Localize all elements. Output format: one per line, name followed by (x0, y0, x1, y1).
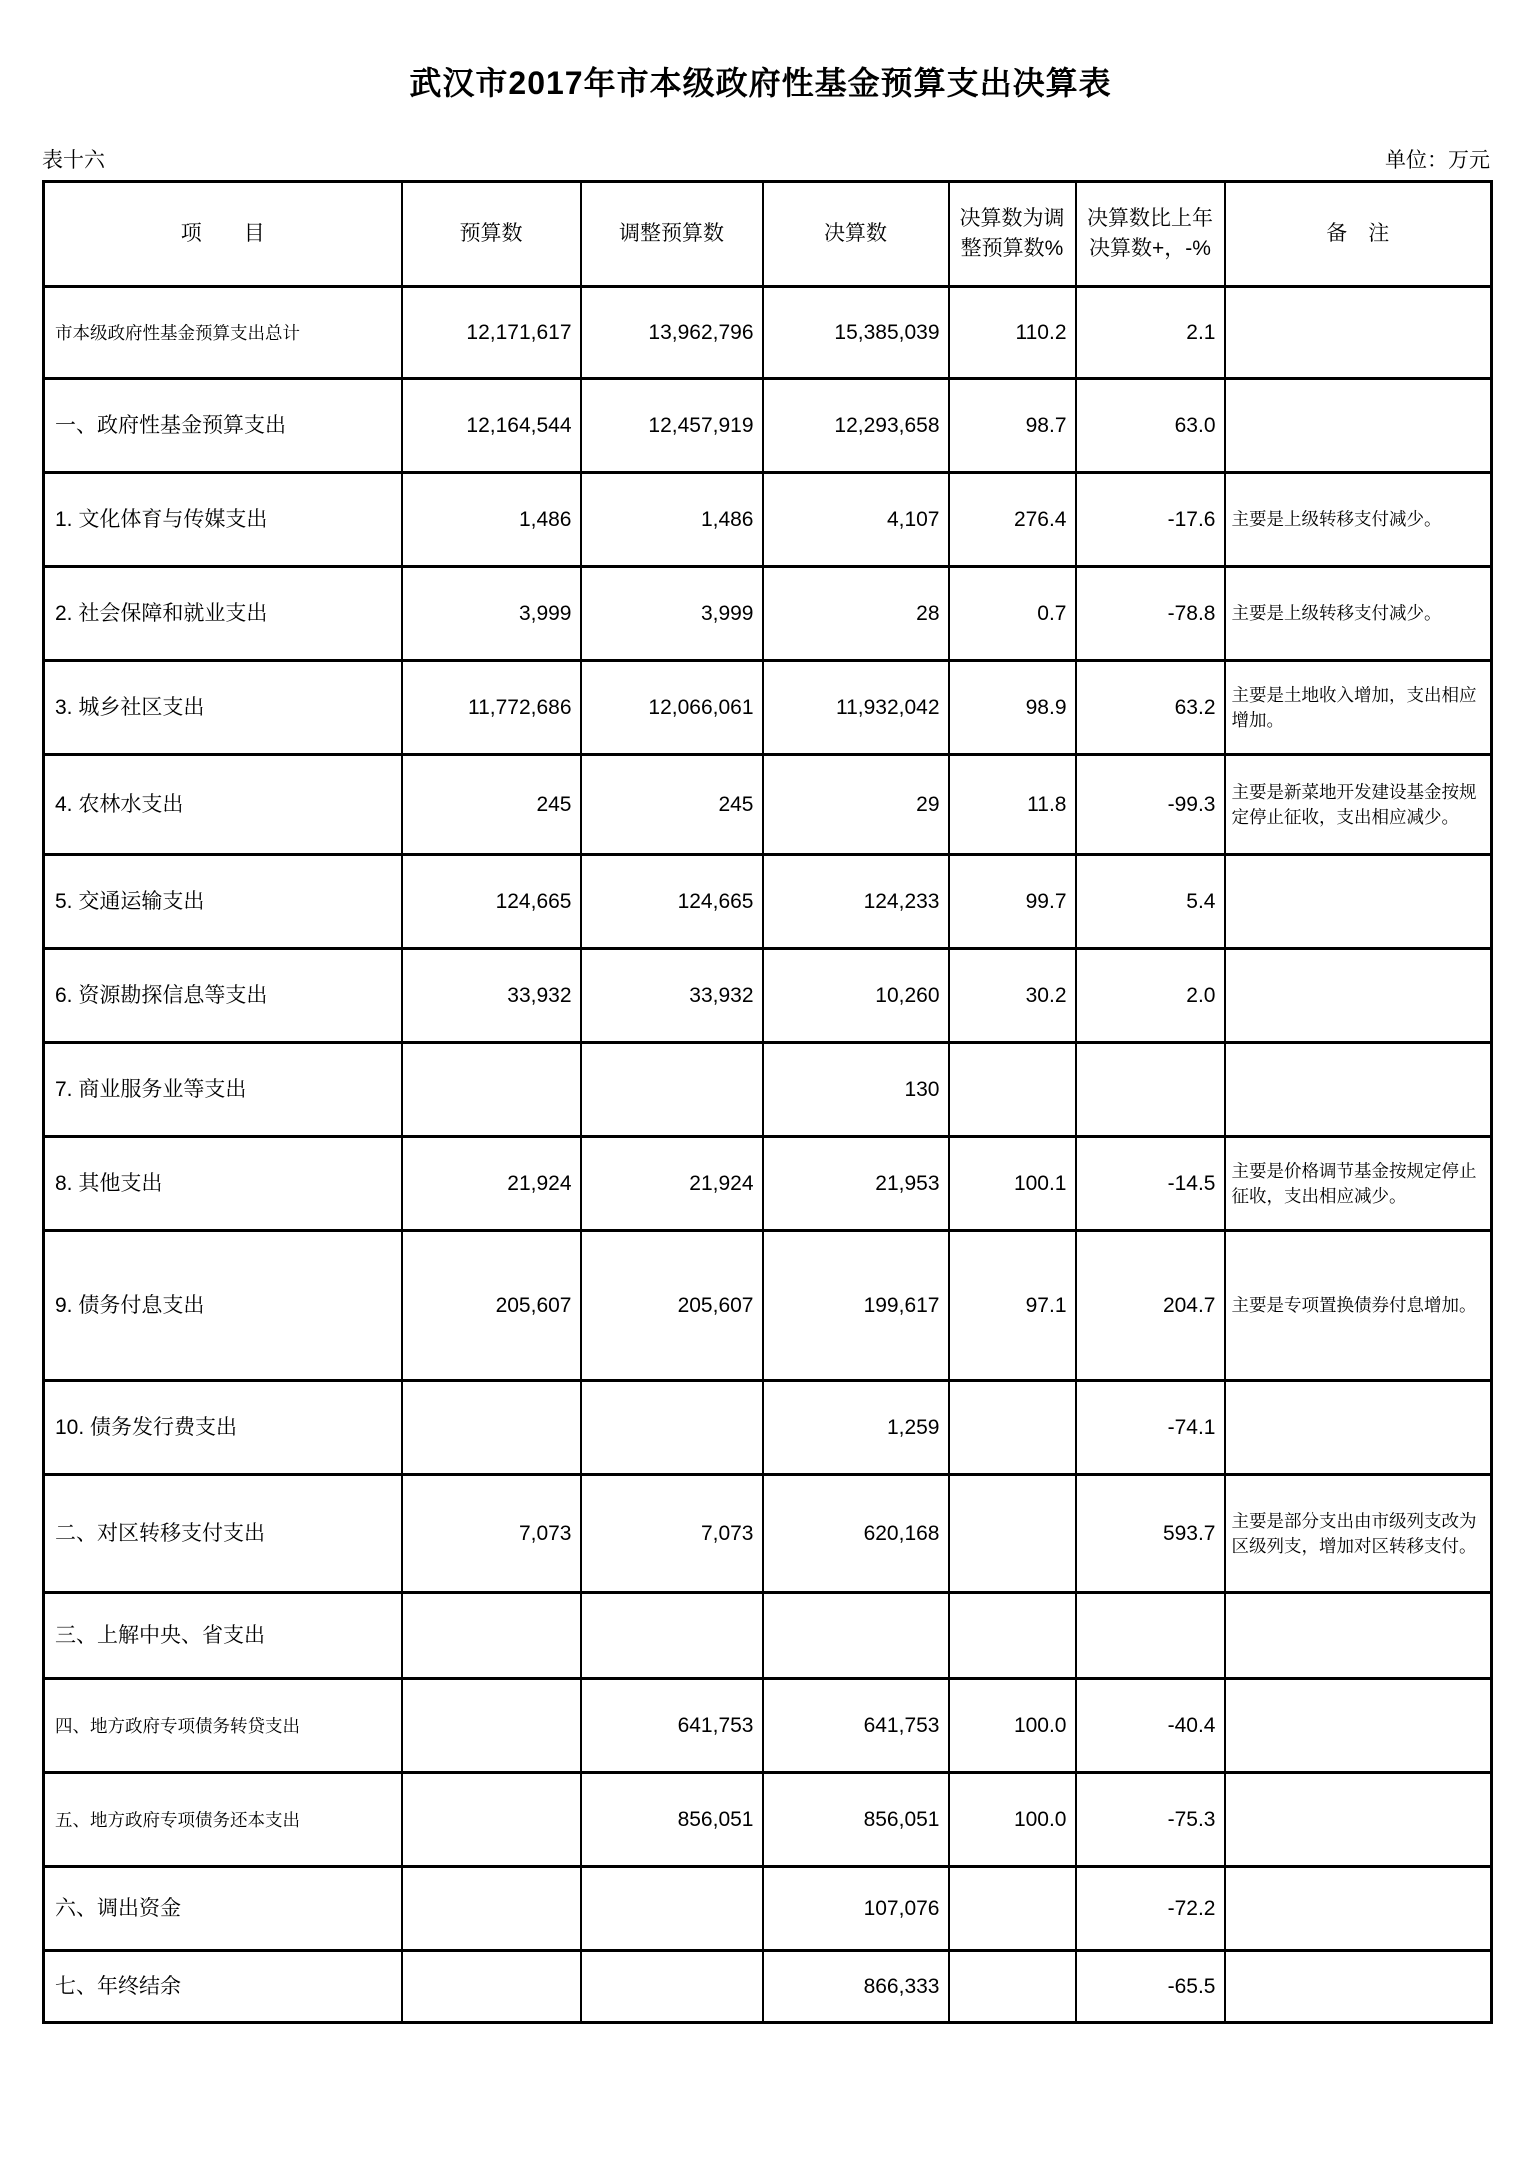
final-vs-adjusted-cell (949, 1043, 1076, 1137)
item-cell: 市本级政府性基金预算支出总计 (44, 287, 402, 379)
item-cell: 7. 商业服务业等支出 (44, 1043, 402, 1137)
table-row (44, 1593, 1492, 1679)
note-cell: 主要是价格调节基金按规定停止征收，支出相应减少。 (1225, 1137, 1492, 1231)
item-cell: 三、上解中央、省支出 (44, 1593, 402, 1679)
table-row (44, 1043, 1492, 1137)
budget-cell: 11,772,686 (402, 661, 581, 755)
budget-cell: 33,932 (402, 949, 581, 1043)
note-cell: 主要是新菜地开发建设基金按规定停止征收，支出相应减少。 (1225, 755, 1492, 855)
item-cell: 一、政府性基金预算支出 (44, 379, 402, 473)
table-row (44, 287, 1492, 379)
item-cell: 5. 交通运输支出 (44, 855, 402, 949)
final-cell: 1,259 (763, 1381, 949, 1475)
budget-table (42, 180, 1493, 2024)
note-cell (1225, 1043, 1492, 1137)
adjusted-budget-cell: 1,486 (581, 473, 763, 567)
final-vs-adjusted-cell: 11.8 (949, 755, 1076, 855)
budget-cell (402, 1593, 581, 1679)
table-row (44, 567, 1492, 661)
note-cell (1225, 1593, 1492, 1679)
item-cell: 9. 债务付息支出 (44, 1231, 402, 1381)
table-row (44, 379, 1492, 473)
adjusted-budget-cell: 245 (581, 755, 763, 855)
final-cell: 15,385,039 (763, 287, 949, 379)
final-vs-adjusted-cell: 100.1 (949, 1137, 1076, 1231)
final-cell: 11,932,042 (763, 661, 949, 755)
final-vs-prev-cell: -75.3 (1076, 1773, 1225, 1867)
final-vs-prev-cell: -14.5 (1076, 1137, 1225, 1231)
note-cell: 主要是部分支出由市级列支改为区级列支，增加对区转移支付。 (1225, 1475, 1492, 1593)
final-vs-prev-cell: 204.7 (1076, 1231, 1225, 1381)
note-cell (1225, 855, 1492, 949)
budget-cell: 205,607 (402, 1231, 581, 1381)
item-cell: 七、年终结余 (44, 1951, 402, 2023)
item-cell: 五、地方政府专项债务还本支出 (44, 1773, 402, 1867)
final-cell: 856,051 (763, 1773, 949, 1867)
adjusted-budget-cell: 205,607 (581, 1231, 763, 1381)
note-cell (1225, 1951, 1492, 2023)
budget-cell: 3,999 (402, 567, 581, 661)
budget-cell: 7,073 (402, 1475, 581, 1593)
note-cell (1225, 379, 1492, 473)
final-vs-prev-cell: -99.3 (1076, 755, 1225, 855)
adjusted-budget-cell: 12,457,919 (581, 379, 763, 473)
final-vs-adjusted-cell: 110.2 (949, 287, 1076, 379)
table-body (44, 287, 1492, 2023)
note-cell: 主要是上级转移支付减少。 (1225, 473, 1492, 567)
final-vs-adjusted-cell: 98.7 (949, 379, 1076, 473)
note-cell (1225, 949, 1492, 1043)
budget-cell: 12,164,544 (402, 379, 581, 473)
item-cell: 8. 其他支出 (44, 1137, 402, 1231)
table-row (44, 755, 1492, 855)
adjusted-budget-cell: 124,665 (581, 855, 763, 949)
final-vs-prev-cell: -74.1 (1076, 1381, 1225, 1475)
final-vs-adjusted-cell (949, 1593, 1076, 1679)
table-row (44, 1231, 1492, 1381)
final-cell: 10,260 (763, 949, 949, 1043)
table-row (44, 1951, 1492, 2023)
final-cell: 620,168 (763, 1475, 949, 1593)
final-vs-adjusted-cell: 0.7 (949, 567, 1076, 661)
final-cell: 866,333 (763, 1951, 949, 2023)
item-cell: 四、地方政府专项债务转贷支出 (44, 1679, 402, 1773)
adjusted-budget-cell: 3,999 (581, 567, 763, 661)
budget-cell: 1,486 (402, 473, 581, 567)
table-row (44, 855, 1492, 949)
header-final: 决算数 (763, 182, 949, 287)
final-vs-prev-cell: 63.0 (1076, 379, 1225, 473)
final-cell: 21,953 (763, 1137, 949, 1231)
adjusted-budget-cell: 12,066,061 (581, 661, 763, 755)
final-vs-prev-cell: 2.1 (1076, 287, 1225, 379)
final-cell: 130 (763, 1043, 949, 1137)
budget-cell (402, 1679, 581, 1773)
final-vs-adjusted-cell (949, 1951, 1076, 2023)
table-meta-row (42, 144, 1490, 174)
header-final-vs-prev: 决算数比上年决算数+，-% (1076, 182, 1225, 287)
item-cell: 6. 资源勘探信息等支出 (44, 949, 402, 1043)
table-row (44, 1773, 1492, 1867)
final-vs-adjusted-cell: 97.1 (949, 1231, 1076, 1381)
budget-cell (402, 1381, 581, 1475)
adjusted-budget-cell: 856,051 (581, 1773, 763, 1867)
item-cell: 3. 城乡社区支出 (44, 661, 402, 755)
table-header (44, 182, 1492, 287)
header-final-vs-adjusted: 决算数为调整预算数% (949, 182, 1076, 287)
final-vs-prev-cell: -65.5 (1076, 1951, 1225, 2023)
final-cell: 199,617 (763, 1231, 949, 1381)
unit-label: 单位：万元 (1385, 149, 1490, 172)
final-vs-prev-cell (1076, 1043, 1225, 1137)
adjusted-budget-cell: 21,924 (581, 1137, 763, 1231)
final-vs-adjusted-cell: 30.2 (949, 949, 1076, 1043)
final-vs-prev-cell: 5.4 (1076, 855, 1225, 949)
table-number-label: 表十六 (42, 149, 105, 172)
note-cell: 主要是上级转移支付减少。 (1225, 567, 1492, 661)
adjusted-budget-cell (581, 1867, 763, 1951)
final-vs-adjusted-cell: 98.9 (949, 661, 1076, 755)
adjusted-budget-cell: 641,753 (581, 1679, 763, 1773)
budget-cell (402, 1773, 581, 1867)
adjusted-budget-cell (581, 1593, 763, 1679)
final-vs-adjusted-cell (949, 1867, 1076, 1951)
final-cell: 28 (763, 567, 949, 661)
page-title: 武汉市2017年市本级政府性基金预算支出决算表 (409, 65, 1112, 101)
final-cell (763, 1593, 949, 1679)
table-row (44, 1679, 1492, 1773)
final-cell: 29 (763, 755, 949, 855)
adjusted-budget-cell (581, 1043, 763, 1137)
budget-cell (402, 1951, 581, 2023)
budget-cell: 124,665 (402, 855, 581, 949)
adjusted-budget-cell (581, 1951, 763, 2023)
item-cell: 六、调出资金 (44, 1867, 402, 1951)
final-cell: 12,293,658 (763, 379, 949, 473)
final-vs-prev-cell: 63.2 (1076, 661, 1225, 755)
final-vs-prev-cell: -40.4 (1076, 1679, 1225, 1773)
adjusted-budget-cell (581, 1381, 763, 1475)
item-cell: 4. 农林水支出 (44, 755, 402, 855)
item-cell: 10. 债务发行费支出 (44, 1381, 402, 1475)
final-cell: 4,107 (763, 473, 949, 567)
table-row (44, 1475, 1492, 1593)
budget-cell (402, 1867, 581, 1951)
final-vs-adjusted-cell: 100.0 (949, 1679, 1076, 1773)
table-row (44, 1137, 1492, 1231)
final-vs-prev-cell: -17.6 (1076, 473, 1225, 567)
table-row (44, 949, 1492, 1043)
final-cell: 124,233 (763, 855, 949, 949)
header-adjusted-budget: 调整预算数 (581, 182, 763, 287)
final-vs-prev-cell: -72.2 (1076, 1867, 1225, 1951)
final-vs-adjusted-cell (949, 1475, 1076, 1593)
final-vs-prev-cell: -78.8 (1076, 567, 1225, 661)
note-cell (1225, 1867, 1492, 1951)
note-cell (1225, 1773, 1492, 1867)
note-cell (1225, 287, 1492, 379)
header-row (44, 182, 1492, 287)
header-note: 备 注 (1225, 182, 1492, 287)
budget-cell: 21,924 (402, 1137, 581, 1231)
item-cell: 2. 社会保障和就业支出 (44, 567, 402, 661)
item-cell: 二、对区转移支付支出 (44, 1475, 402, 1593)
table-row (44, 1381, 1492, 1475)
final-vs-adjusted-cell: 99.7 (949, 855, 1076, 949)
note-cell: 主要是专项置换债券付息增加。 (1225, 1231, 1492, 1381)
final-cell: 107,076 (763, 1867, 949, 1951)
note-cell: 主要是土地收入增加，支出相应增加。 (1225, 661, 1492, 755)
note-cell (1225, 1381, 1492, 1475)
budget-cell: 12,171,617 (402, 287, 581, 379)
table-row (44, 473, 1492, 567)
final-vs-prev-cell (1076, 1593, 1225, 1679)
final-vs-prev-cell: 593.7 (1076, 1475, 1225, 1593)
adjusted-budget-cell: 13,962,796 (581, 287, 763, 379)
final-vs-prev-cell: 2.0 (1076, 949, 1225, 1043)
note-cell (1225, 1679, 1492, 1773)
adjusted-budget-cell: 33,932 (581, 949, 763, 1043)
table-row (44, 661, 1492, 755)
final-cell: 641,753 (763, 1679, 949, 1773)
table-row (44, 1867, 1492, 1951)
item-cell: 1. 文化体育与传媒支出 (44, 473, 402, 567)
final-vs-adjusted-cell: 100.0 (949, 1773, 1076, 1867)
header-item: 项 目 (44, 182, 402, 287)
budget-cell: 245 (402, 755, 581, 855)
budget-cell (402, 1043, 581, 1137)
final-vs-adjusted-cell (949, 1381, 1076, 1475)
header-budget: 预算数 (402, 182, 581, 287)
adjusted-budget-cell: 7,073 (581, 1475, 763, 1593)
final-vs-adjusted-cell: 276.4 (949, 473, 1076, 567)
